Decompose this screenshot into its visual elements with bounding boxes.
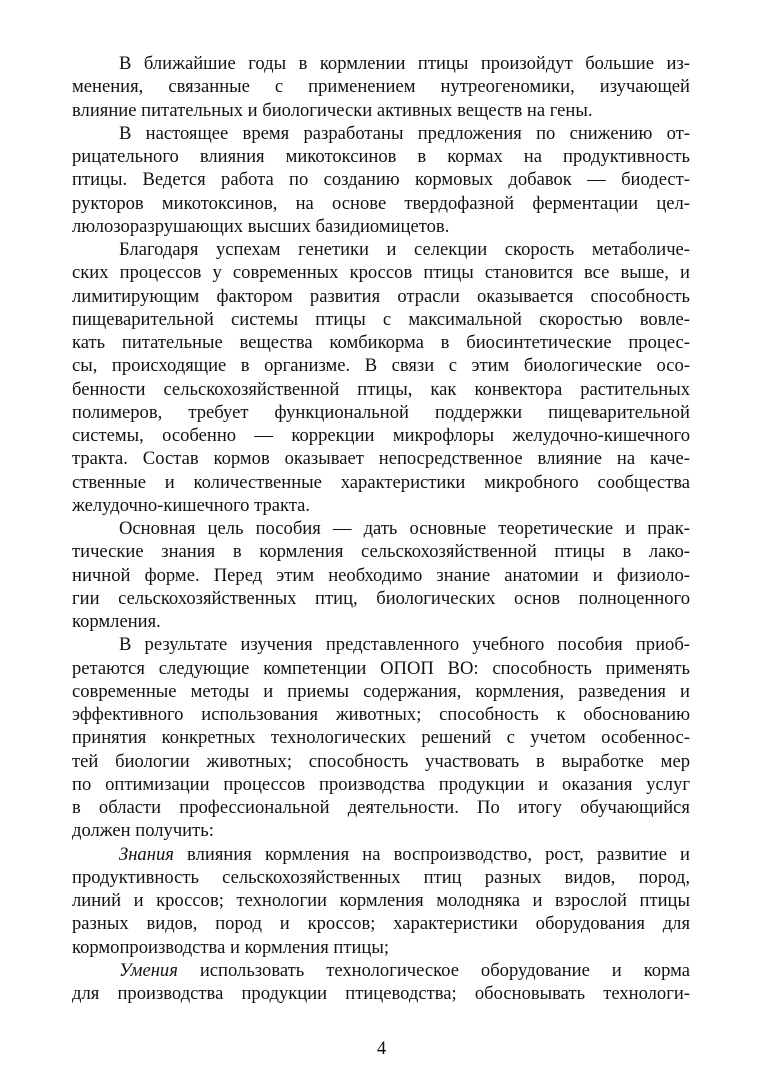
text-line: [72, 750, 690, 773]
text-line: [72, 168, 690, 191]
line-text: продуктивность сельскохозяйственных птиц разных видов, пород,: [72, 866, 690, 888]
text-line: [72, 75, 690, 98]
text-line: [72, 517, 690, 540]
line-text: ских процессов у современных кроссов птицы становится все выше, и: [72, 262, 690, 284]
text-line: [72, 540, 690, 563]
line-text: должен получить:: [72, 820, 214, 842]
line-text: ретаются следующие компетенции ОПОП ВО: способность применять: [72, 657, 690, 679]
line-text: линий и кроссов; технологии кормления молодняка и взрослой птицы: [72, 890, 690, 911]
line-text: использовать технологическое оборудование и корма: [177, 959, 690, 981]
text-line: [72, 378, 690, 401]
line-text: современные методы и приемы содержания, кормления, разведения и: [72, 680, 690, 702]
text-line: [72, 261, 690, 284]
line-text: менения, связанные с применением нутреогеномики, изучающей: [72, 76, 690, 98]
line-text: Благодаря успехам генетики и селекции скорость метаболиче-: [119, 239, 690, 260]
line-text: тей биологии животных; способность участвовать в выработке мер: [72, 750, 690, 772]
line-text: рукторов микотоксинов, на основе твердофазной ферментации цел-: [72, 192, 690, 214]
text-line: [72, 331, 690, 354]
text-line: [72, 494, 690, 517]
line-text: птицы. Ведется работа по созданию кормовых добавок — биодест-: [72, 169, 690, 191]
text-line: [72, 936, 690, 959]
text-line: [72, 471, 690, 494]
line-text: полимеров, требует функциональной поддержки пищеварительной: [72, 401, 690, 423]
line-text: В результате изучения представленного учебного пособия приоб-: [119, 634, 690, 656]
line-text: ничной форме. Перед этим необходимо знание анатомии и физиоло-: [72, 564, 690, 586]
line-text: кормления.: [72, 611, 161, 632]
text-line: [72, 52, 690, 75]
text-line: [72, 447, 690, 470]
italic-term: Знания: [119, 843, 174, 865]
line-text: ственные и количественные характеристики микробного сообщества: [72, 471, 690, 493]
text-line: [72, 982, 690, 1005]
line-text: В ближайшие годы в кормлении птицы произойдут большие из-: [119, 53, 690, 74]
text-line: [72, 703, 690, 726]
text-line: [72, 610, 690, 633]
text-line: [72, 819, 690, 842]
line-text: тические знания в кормления сельскохозяйственной птицы в лако-: [72, 541, 690, 563]
text-line: [72, 564, 690, 587]
page-number: 4: [376, 1038, 387, 1059]
line-text: гии сельскохозяйственных птиц, биологических основ полноценного: [72, 587, 690, 609]
line-text: влияния кормления на воспроизводство, рост, развитие и: [173, 843, 690, 865]
text-line: [72, 424, 690, 447]
text-line: [72, 122, 690, 145]
line-text: разных видов, пород и кроссов; характеристики оборудования для: [72, 913, 690, 935]
line-text: в области профессиональной деятельности. По итогу обучающийся: [72, 797, 690, 818]
text-line: [72, 99, 690, 122]
line-text: принятия конкретных технологических решений с учетом особеннос-: [72, 727, 690, 749]
text-line: [72, 308, 690, 331]
text-line: [72, 238, 690, 261]
text-line: [72, 192, 690, 215]
text-line: [72, 354, 690, 377]
line-text: для производства продукции птицеводства; обосновывать технологи-: [72, 983, 690, 1004]
line-text: кормопроизводства и кормления птицы;: [72, 936, 390, 958]
text-line: [72, 912, 690, 935]
line-text: люлозоразрушающих высших базидиомицетов.: [72, 215, 450, 237]
line-text: рицательного влияния микотоксинов в кормах на продуктивность: [72, 146, 690, 167]
line-text: влияние питательных и биологически активных веществ на гены.: [72, 99, 593, 121]
text-line: [72, 657, 690, 680]
text-line: [72, 145, 690, 168]
text-line: [72, 843, 690, 866]
body-text: [72, 52, 690, 1005]
text-line: [72, 680, 690, 703]
line-text: по оптимизации процессов производства продукции и оказания услуг: [72, 773, 690, 795]
line-text: системы, особенно — коррекции микрофлоры желудочно-кишечного: [72, 425, 690, 446]
text-line: [72, 773, 690, 796]
line-text: Основная цель пособия — дать основные теоретические и прак-: [119, 518, 690, 539]
line-text: кать питательные вещества комбикорма в биосинтетические процес-: [72, 332, 690, 353]
text-line: [72, 726, 690, 749]
line-text: В настоящее время разработаны предложения по снижению от-: [119, 122, 690, 144]
line-text: пищеварительной системы птицы с максимальной скоростью вовле-: [72, 308, 690, 330]
line-text: тракта. Состав кормов оказывает непосредственное влияние на каче-: [72, 448, 690, 470]
text-line: [72, 401, 690, 424]
line-text: эффективного использования животных; способность к обоснованию: [72, 704, 690, 725]
text-line: [72, 959, 690, 982]
line-text: желудочно-кишечного тракта.: [72, 494, 311, 516]
text-line: [72, 866, 690, 889]
text-line: [72, 633, 690, 656]
line-text: бенности сельскохозяйственной птицы, как конвектора растительных: [72, 378, 690, 400]
text-line: [72, 285, 690, 308]
line-text: лимитирующим фактором развития отрасли оказывается способность: [72, 285, 690, 307]
text-line: [72, 587, 690, 610]
italic-term: Умения: [119, 959, 178, 981]
text-line: [72, 889, 690, 912]
text-line: [72, 215, 690, 238]
line-text: сы, происходящие в организме. В связи с этим биологические осо-: [72, 355, 690, 377]
text-line: [72, 796, 690, 819]
